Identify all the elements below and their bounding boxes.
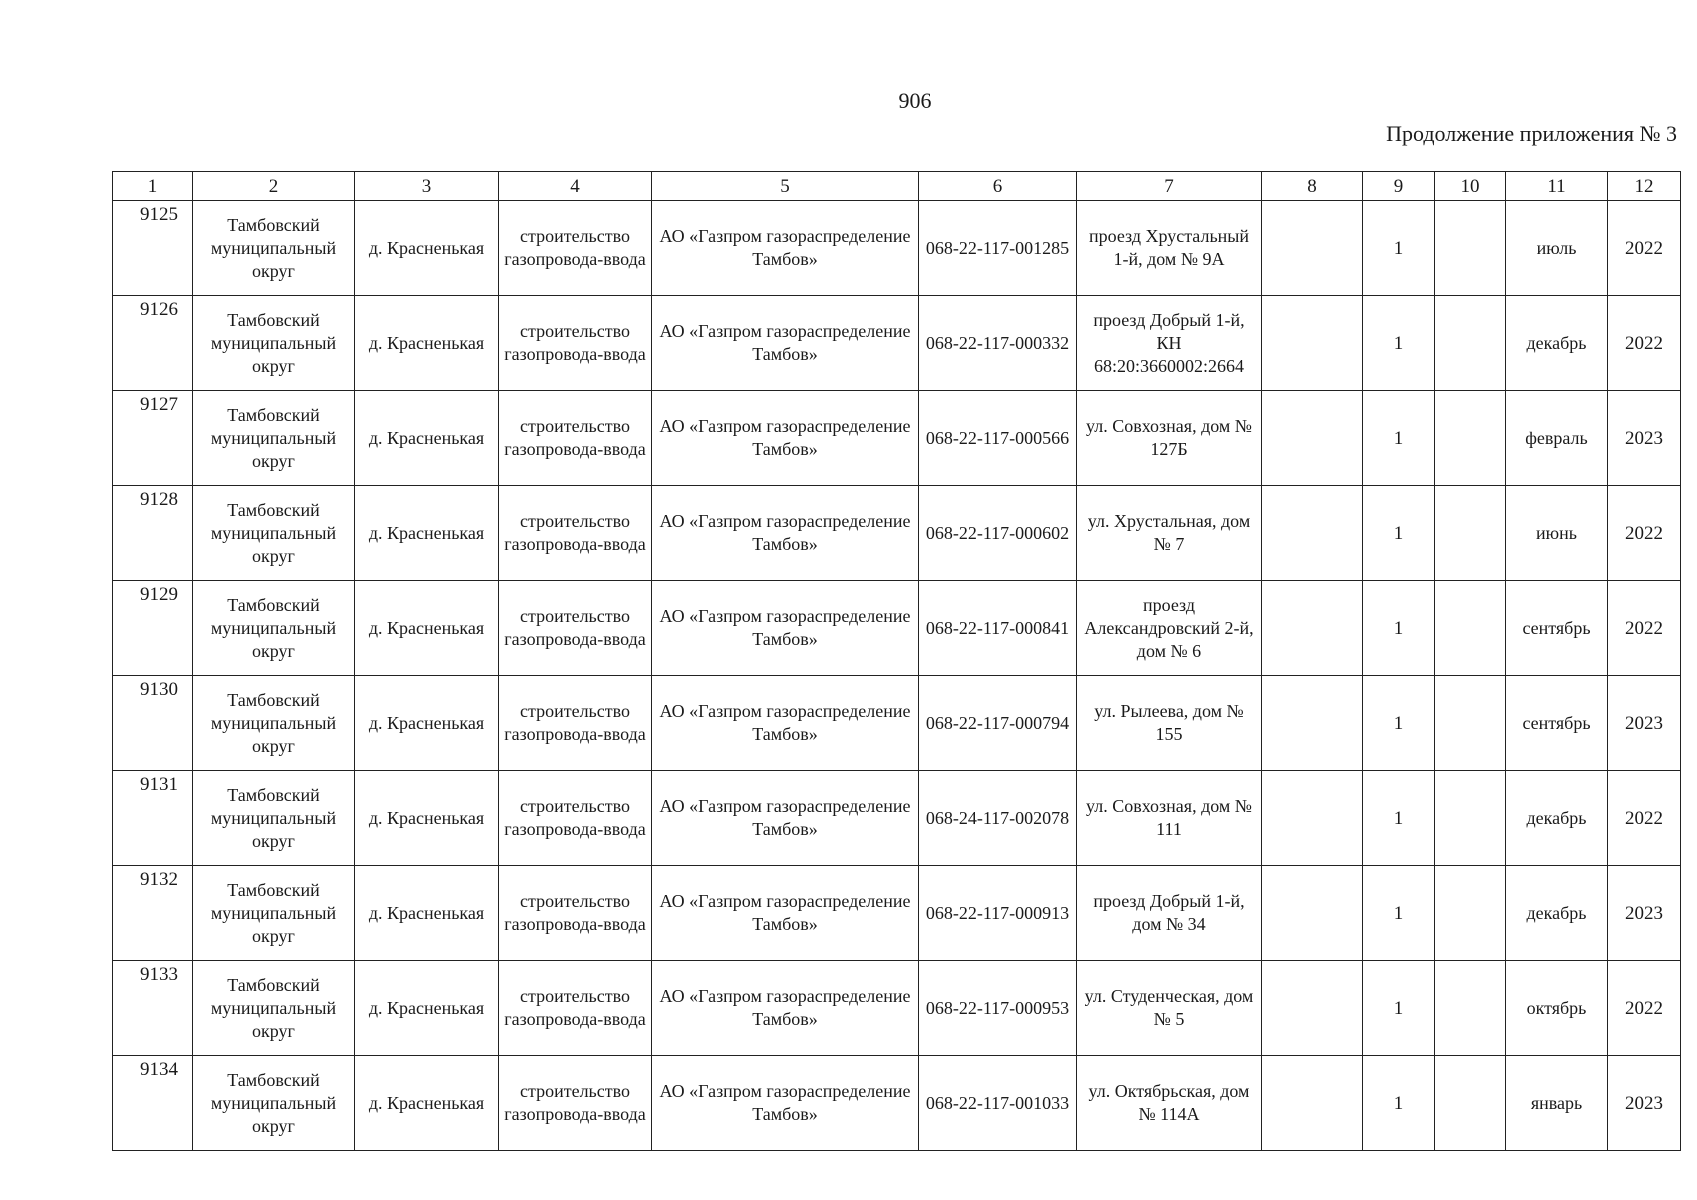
month-cell: июнь [1506,486,1608,581]
registry-code-cell: 068-22-117-000794 [919,676,1077,771]
table-row [113,866,1681,961]
year-cell: 2023 [1608,866,1681,961]
year-cell: 2023 [1608,1056,1681,1151]
table-body [113,201,1681,1151]
district-cell: Тамбовский муниципальный округ [193,676,355,771]
empty-cell-10 [1435,201,1506,296]
district-cell: Тамбовский муниципальный округ [193,581,355,676]
organization-cell: АО «Газпром газораспределение Тамбов» [652,866,919,961]
row-number-cell: 9132 [113,866,193,961]
work-type-cell: строительство газопровода-ввода [499,676,652,771]
column-header: 12 [1608,172,1681,201]
empty-cell-10 [1435,391,1506,486]
work-type-cell: строительство газопровода-ввода [499,961,652,1056]
district-cell: Тамбовский муниципальный округ [193,201,355,296]
empty-cell-10 [1435,486,1506,581]
column-header: 3 [355,172,499,201]
address-cell: ул. Студенческая, дом № 5 [1077,961,1262,1056]
empty-cell-10 [1435,961,1506,1056]
column-header: 4 [499,172,652,201]
month-cell: октябрь [1506,961,1608,1056]
empty-cell-8 [1262,391,1363,486]
district-cell: Тамбовский муниципальный округ [193,866,355,961]
work-type-cell: строительство газопровода-ввода [499,866,652,961]
address-cell: ул. Совхозная, дом № 127Б [1077,391,1262,486]
column-header: 10 [1435,172,1506,201]
quantity-cell: 1 [1363,581,1435,676]
page-number: 906 [898,88,932,113]
month-cell: декабрь [1506,296,1608,391]
empty-cell-8 [1262,1056,1363,1151]
empty-cell-8 [1262,866,1363,961]
address-cell: ул. Октябрьская, дом № 114А [1077,1056,1262,1151]
month-cell: декабрь [1506,866,1608,961]
empty-cell-8 [1262,581,1363,676]
empty-cell-10 [1435,1056,1506,1151]
column-header: 11 [1506,172,1608,201]
settlement-cell: д. Красненькая [355,676,499,771]
organization-cell: АО «Газпром газораспределение Тамбов» [652,581,919,676]
organization-cell: АО «Газпром газораспределение Тамбов» [652,771,919,866]
settlement-cell: д. Красненькая [355,391,499,486]
work-type-cell: строительство газопровода-ввода [499,296,652,391]
settlement-cell: д. Красненькая [355,1056,499,1151]
row-number-cell: 9131 [113,771,193,866]
year-cell: 2022 [1608,581,1681,676]
district-cell: Тамбовский муниципальный округ [193,1056,355,1151]
quantity-cell: 1 [1363,296,1435,391]
address-cell: проезд Добрый 1-й, КН 68:20:3660002:2664 [1077,296,1262,391]
registry-code-cell: 068-22-117-000332 [919,296,1077,391]
quantity-cell: 1 [1363,486,1435,581]
appendix-title: Продолжение приложения № 3 [1386,121,1677,146]
row-number-cell: 9126 [113,296,193,391]
work-type-cell: строительство газопровода-ввода [499,201,652,296]
settlement-cell: д. Красненькая [355,771,499,866]
organization-cell: АО «Газпром газораспределение Тамбов» [652,201,919,296]
address-cell: ул. Рылеева, дом № 155 [1077,676,1262,771]
column-header: 7 [1077,172,1262,201]
address-cell: ул. Хрустальная, дом № 7 [1077,486,1262,581]
column-header: 8 [1262,172,1363,201]
work-type-cell: строительство газопровода-ввода [499,486,652,581]
register-table [112,171,1681,1151]
organization-cell: АО «Газпром газораспределение Тамбов» [652,961,919,1056]
registry-code-cell: 068-22-117-000602 [919,486,1077,581]
table-row [113,391,1681,486]
table-row [113,296,1681,391]
quantity-cell: 1 [1363,1056,1435,1151]
table-row [113,961,1681,1056]
settlement-cell: д. Красненькая [355,866,499,961]
empty-cell-10 [1435,296,1506,391]
quantity-cell: 1 [1363,201,1435,296]
empty-cell-8 [1262,296,1363,391]
work-type-cell: строительство газопровода-ввода [499,391,652,486]
year-cell: 2022 [1608,961,1681,1056]
quantity-cell: 1 [1363,961,1435,1056]
column-header: 6 [919,172,1077,201]
settlement-cell: д. Красненькая [355,201,499,296]
district-cell: Тамбовский муниципальный округ [193,296,355,391]
quantity-cell: 1 [1363,866,1435,961]
district-cell: Тамбовский муниципальный округ [193,391,355,486]
empty-cell-10 [1435,866,1506,961]
address-cell: проезд Добрый 1-й, дом № 34 [1077,866,1262,961]
empty-cell-8 [1262,676,1363,771]
work-type-cell: строительство газопровода-ввода [499,1056,652,1151]
empty-cell-8 [1262,486,1363,581]
address-cell: проезд Александровский 2-й, дом № 6 [1077,581,1262,676]
district-cell: Тамбовский муниципальный округ [193,771,355,866]
organization-cell: АО «Газпром газораспределение Тамбов» [652,1056,919,1151]
quantity-cell: 1 [1363,391,1435,486]
settlement-cell: д. Красненькая [355,486,499,581]
organization-cell: АО «Газпром газораспределение Тамбов» [652,391,919,486]
work-type-cell: строительство газопровода-ввода [499,771,652,866]
registry-code-cell: 068-22-117-001285 [919,201,1077,296]
district-cell: Тамбовский муниципальный округ [193,961,355,1056]
row-number-cell: 9127 [113,391,193,486]
registry-code-cell: 068-22-117-001033 [919,1056,1077,1151]
quantity-cell: 1 [1363,676,1435,771]
month-cell: январь [1506,1056,1608,1151]
month-cell: июль [1506,201,1608,296]
quantity-cell: 1 [1363,771,1435,866]
settlement-cell: д. Красненькая [355,961,499,1056]
registry-code-cell: 068-22-117-000841 [919,581,1077,676]
empty-cell-8 [1262,771,1363,866]
column-header: 2 [193,172,355,201]
empty-cell-8 [1262,961,1363,1056]
month-cell: сентябрь [1506,581,1608,676]
year-cell: 2022 [1608,486,1681,581]
organization-cell: АО «Газпром газораспределение Тамбов» [652,296,919,391]
registry-code-cell: 068-24-117-002078 [919,771,1077,866]
header-row [113,172,1681,201]
address-cell: ул. Совхозная, дом № 111 [1077,771,1262,866]
organization-cell: АО «Газпром газораспределение Тамбов» [652,486,919,581]
address-cell: проезд Хрустальный 1-й, дом № 9А [1077,201,1262,296]
table-row [113,676,1681,771]
year-cell: 2023 [1608,391,1681,486]
work-type-cell: строительство газопровода-ввода [499,581,652,676]
month-cell: декабрь [1506,771,1608,866]
table-row [113,771,1681,866]
row-number-cell: 9125 [113,201,193,296]
table-row [113,1056,1681,1151]
row-number-cell: 9129 [113,581,193,676]
column-header: 1 [113,172,193,201]
organization-cell: АО «Газпром газораспределение Тамбов» [652,676,919,771]
year-cell: 2023 [1608,676,1681,771]
registry-code-cell: 068-22-117-000953 [919,961,1077,1056]
table-row [113,486,1681,581]
row-number-cell: 9133 [113,961,193,1056]
column-header: 9 [1363,172,1435,201]
year-cell: 2022 [1608,771,1681,866]
settlement-cell: д. Красненькая [355,296,499,391]
district-cell: Тамбовский муниципальный округ [193,486,355,581]
column-header: 5 [652,172,919,201]
year-cell: 2022 [1608,296,1681,391]
month-cell: сентябрь [1506,676,1608,771]
registry-code-cell: 068-22-117-000913 [919,866,1077,961]
table-row [113,581,1681,676]
empty-cell-8 [1262,201,1363,296]
table-row [113,201,1681,296]
registry-code-cell: 068-22-117-000566 [919,391,1077,486]
empty-cell-10 [1435,581,1506,676]
year-cell: 2022 [1608,201,1681,296]
settlement-cell: д. Красненькая [355,581,499,676]
row-number-cell: 9134 [113,1056,193,1151]
empty-cell-10 [1435,676,1506,771]
row-number-cell: 9128 [113,486,193,581]
empty-cell-10 [1435,771,1506,866]
row-number-cell: 9130 [113,676,193,771]
month-cell: февраль [1506,391,1608,486]
